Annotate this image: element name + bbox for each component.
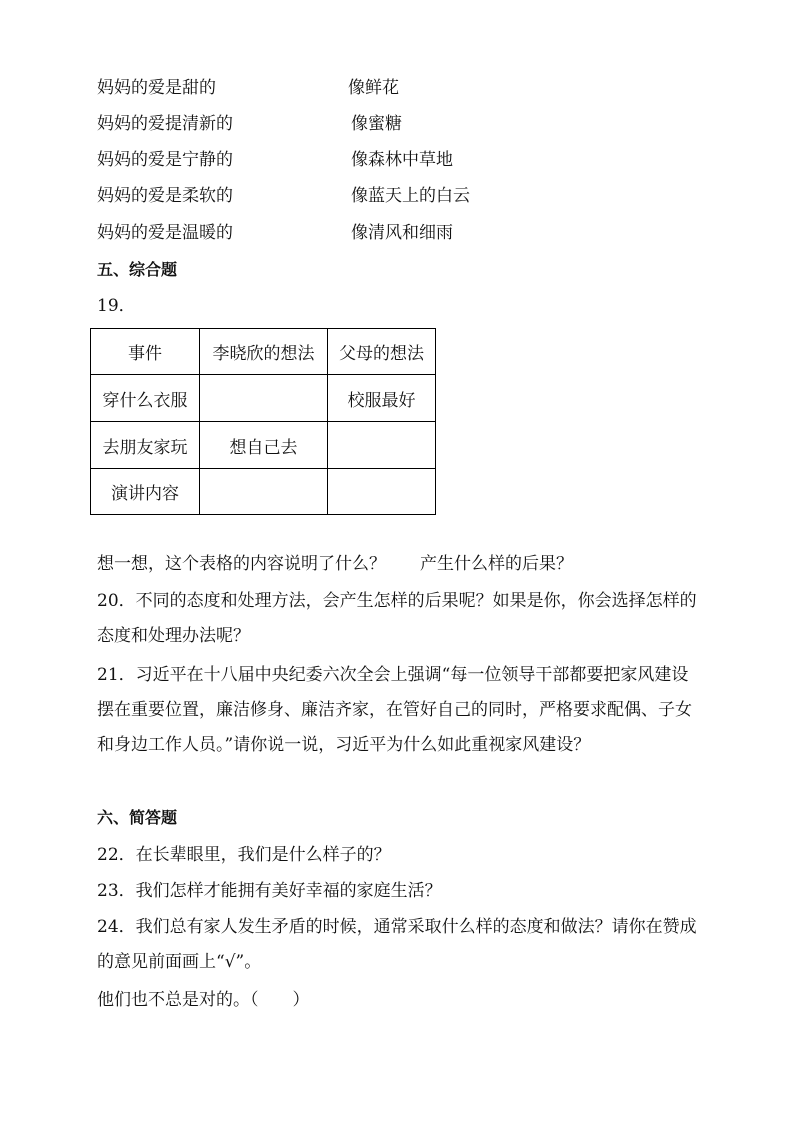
q19-text: 想一想，这个表格的内容说明了什么？ 产生什么样的后果？ [97,554,573,574]
table-cell [328,422,436,469]
pair-right-4: 像蓝天上的白云 [351,186,470,206]
pair-right-1: 像鲜花 [348,78,399,98]
table-row [91,469,436,515]
q24-text: 24．我们总有家人发生矛盾的时候，通常采取什么样的态度和做法？请你在赞成的意见前面画上“√”。 [97,917,697,972]
pair-right-3: 像森林中草地 [351,150,453,170]
table-cell [200,469,328,515]
section5-title: 五、综合题 [97,260,178,279]
pair-left-5: 妈妈的爱是温暖的 [97,223,233,243]
pair-right-5: 像清风和细雨 [351,223,453,243]
table-cell [200,375,328,422]
table-cell [328,469,436,515]
q19-table [90,328,436,515]
pair-left-1: 妈妈的爱是甜的 [97,78,216,98]
table-header-row [91,329,436,375]
q23-text: 23．我们怎样才能拥有美好幸福的家庭生活？ [97,881,442,901]
table-header-cell: 李晓欣的想法 [200,329,328,375]
q24-option-1: 他们也不总是对的。（ ） [97,990,310,1010]
table-row [91,422,436,469]
pair-right-2: 像蜜糖 [351,114,402,134]
q21-text: 21．习近平在十八届中央纪委六次全会上强调“每一位领导干部都要把家风建设摆在重要位置，廉洁修身、廉洁齐家，在管好自己的同时，严格要求配偶、子女和身边工作人员。”请你说一说，习近平为什么如此重视家风建设？ [97,665,692,755]
table-cell: 校服最好 [328,375,436,422]
table-cell: 去朋友家玩 [91,422,200,469]
pair-left-3: 妈妈的爱是宁静的 [97,150,233,170]
section6-title: 六、简答题 [97,808,178,827]
table-row [91,375,436,422]
q19-number: 19． [97,296,136,316]
table-cell: 演讲内容 [91,469,200,515]
table-cell: 想自己去 [200,422,328,469]
pair-left-4: 妈妈的爱是柔软的 [97,186,233,206]
q22-text: 22．在长辈眼里，我们是什么样子的？ [97,845,391,865]
table-header-cell: 父母的想法 [328,329,436,375]
q20-text: 20．不同的态度和处理方法，会产生怎样的后果呢？如果是你，你会选择怎样的态度和处理办法呢？ [97,591,697,646]
table-cell: 穿什么衣服 [91,375,200,422]
table-header-cell: 事件 [91,329,200,375]
pair-left-2: 妈妈的爱提清新的 [97,114,233,134]
